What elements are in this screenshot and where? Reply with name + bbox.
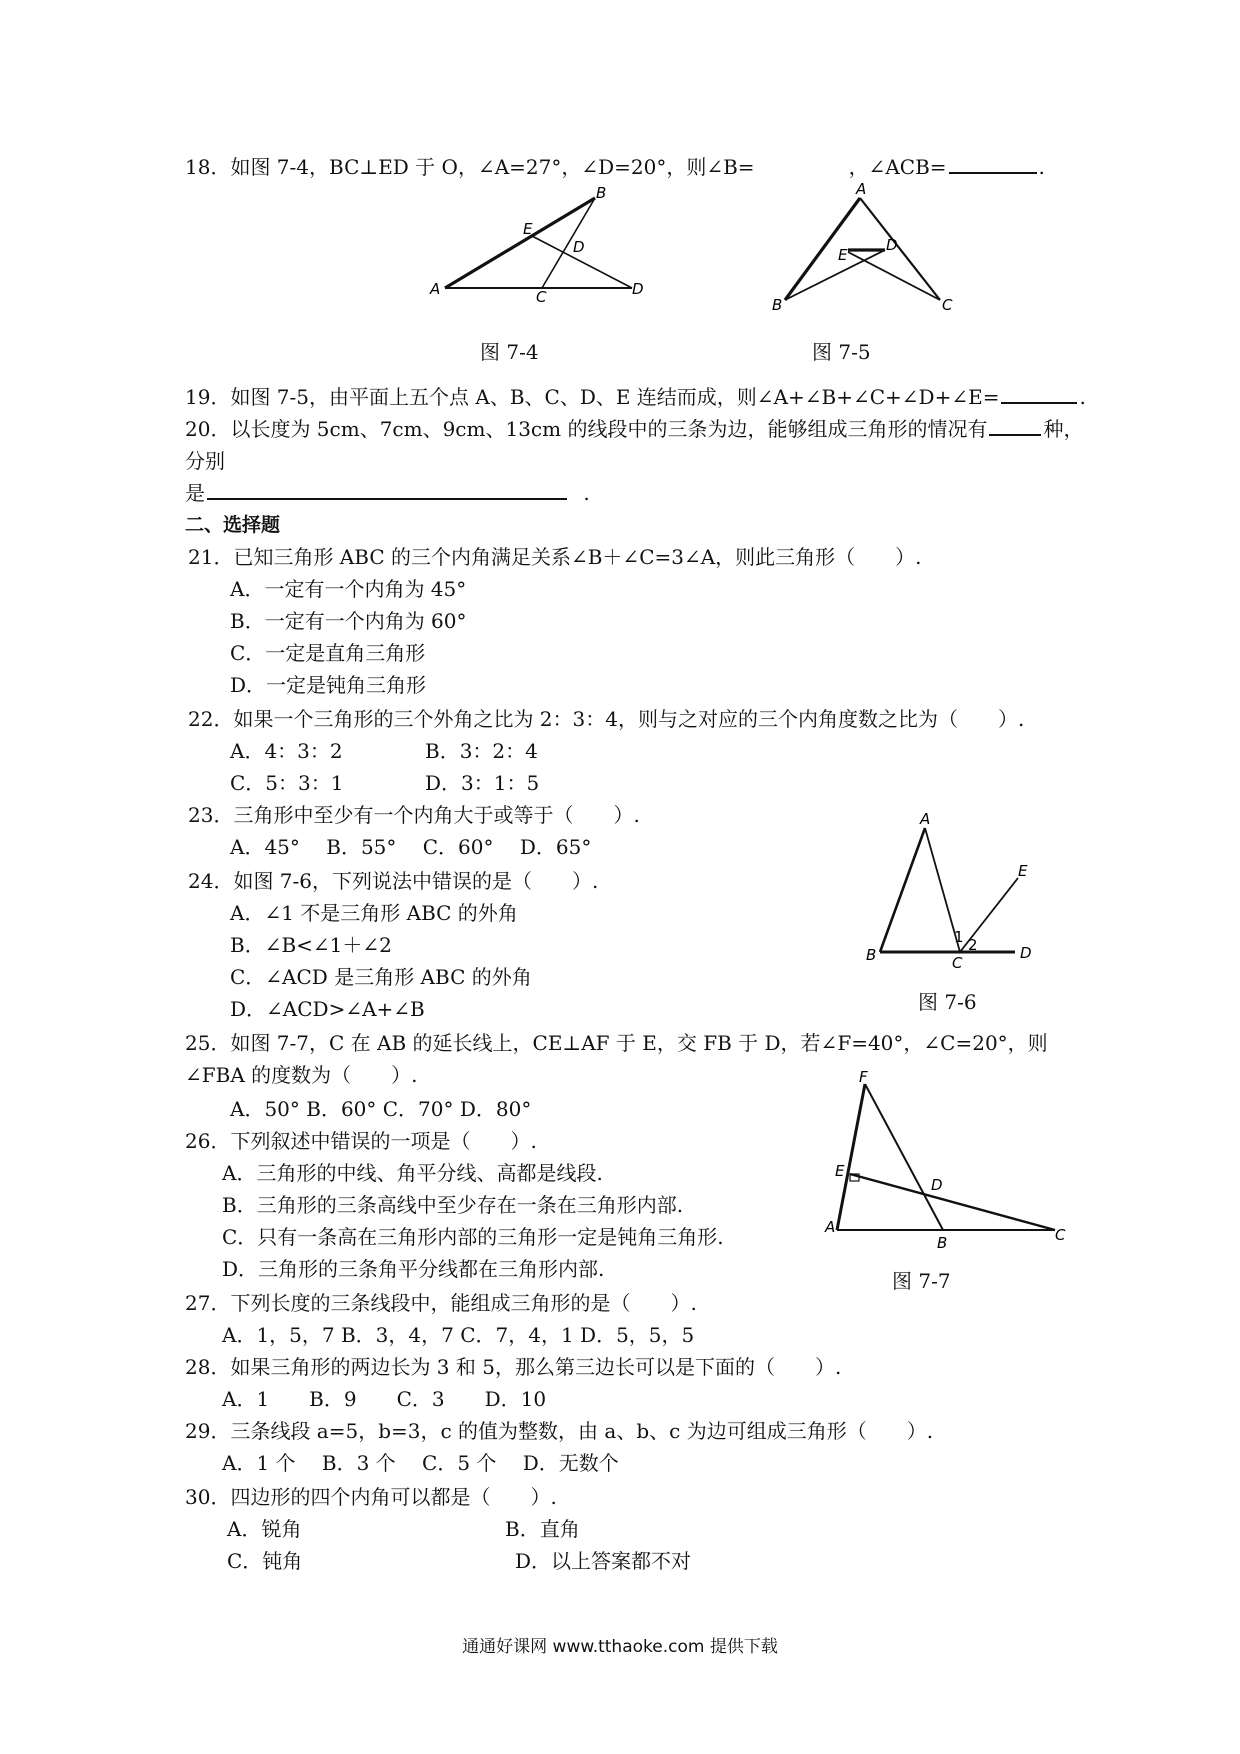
point-label: D (886, 236, 898, 254)
point-label: A (856, 180, 867, 198)
point-label: D (573, 238, 585, 256)
section-heading: 二、选择题 (185, 514, 281, 536)
question-25-line2: ∠FBA 的度数为（ ）. (185, 1063, 418, 1087)
option-a[interactable]: A．∠1 不是三角形 ABC 的外角 (230, 901, 518, 925)
question-18: 18．如图 7-4，BC⊥ED 于 O，∠A=27°，∠D=20°，则∠B= ，∠ACB= . (185, 155, 1045, 179)
figure-7-6 (860, 810, 1040, 970)
question-30: 30．四边形的四个内角可以都是（ ）. (185, 1485, 557, 1509)
figure-caption: 图 7-6 (918, 990, 977, 1014)
point-label: B (866, 946, 877, 964)
figure-7-5 (760, 180, 960, 320)
option-d[interactable]: D．三角形的三条角平分线都在三角形内部. (222, 1257, 605, 1281)
answer-blank[interactable] (207, 480, 567, 500)
question-18-text: 18．如图 7-4，BC⊥ED 于 O，∠A=27°，∠D=20°，则∠B= (185, 155, 755, 179)
question-20-text-b: 种， (1043, 417, 1084, 441)
question-27-options[interactable]: A．1，5，7 B．3，4，7 C．7，4，1 D．5，5，5 (222, 1323, 695, 1347)
option-c[interactable]: C．∠ACD 是三角形 ABC 的外角 (230, 965, 532, 989)
angle-label: 1 (954, 928, 964, 946)
option-d[interactable]: D．以上答案都不对 (515, 1549, 692, 1573)
question-22: 22．如果一个三角形的三个外角之比为 2：3：4，则与之对应的三个内角度数之比为（ ）. (188, 707, 1025, 731)
point-label: E (523, 220, 533, 238)
page-footer: 通通好课网 www.tthaoke.com 提供下载 (462, 1637, 778, 1657)
figure-caption: 图 7-5 (812, 340, 871, 364)
point-label: C (536, 288, 547, 306)
option-b[interactable]: B．∠B<∠1＋∠2 (230, 933, 392, 957)
question-23: 23．三角形中至少有一个内角大于或等于（ ）. (188, 803, 640, 827)
question-25-options[interactable]: A．50° B．60° C．70° D．80° (230, 1097, 532, 1121)
question-28: 28．如果三角形的两边长为 3 和 5，那么第三边长可以是下面的（ ）. (185, 1355, 842, 1379)
point-label: E (835, 1162, 845, 1180)
question-29: 29．三条线段 a=5，b=3，c 的值为整数，由 a、b、c 为边可组成三角形（ ）. (185, 1419, 934, 1443)
point-label: A (825, 1218, 836, 1236)
point-label: B (772, 296, 783, 314)
option-a[interactable]: A．4：3：2 (230, 739, 343, 763)
angle-label: 2 (968, 936, 978, 954)
question-20-line3: 是 . (185, 481, 590, 505)
point-label: B (596, 184, 607, 202)
question-19-text: 19．如图 7-5，由平面上五个点 A、B、C、D、E 连结而成，则∠A+∠B+∠C+∠D+∠E= (185, 385, 1000, 409)
point-label: A (920, 810, 931, 828)
question-20-text-d: 是 (185, 481, 205, 505)
question-26: 26．下列叙述中错误的一项是（ ）. (185, 1129, 537, 1153)
point-label: A (430, 280, 441, 298)
point-label: C (1055, 1226, 1066, 1244)
figure-7-7 (815, 1070, 1075, 1250)
figure-7-4 (420, 184, 660, 306)
question-21: 21．已知三角形 ABC 的三个内角满足关系∠B＋∠C=3∠A，则此三角形（ ）. (188, 545, 922, 569)
question-25: 25．如图 7-7，C 在 AB 的延长线上，CE⊥AF 于 E，交 FB 于 D，若∠F=40°，∠C=20°，则 (185, 1031, 1048, 1055)
option-d[interactable]: D．3：1：5 (425, 771, 540, 795)
option-b[interactable]: B．直角 (505, 1517, 580, 1541)
option-b[interactable]: B．三角形的三条高线中至少存在一条在三角形内部. (222, 1193, 684, 1217)
point-label: E (838, 246, 848, 264)
option-c[interactable]: C．一定是直角三角形 (230, 641, 426, 665)
answer-blank[interactable] (757, 156, 847, 174)
question-19: 19．如图 7-5，由平面上五个点 A、B、C、D、E 连结而成，则∠A+∠B+∠C+∠D+∠E= . (185, 385, 1086, 409)
point-label: C (952, 954, 963, 972)
question-28-options[interactable]: A．1 B．9 C．3 D．10 (222, 1387, 547, 1411)
point-label: D (1020, 944, 1032, 962)
point-label: E (1018, 862, 1028, 880)
option-a[interactable]: A．锐角 (227, 1517, 302, 1541)
question-18-text-b: ，∠ACB= (848, 155, 947, 179)
option-c[interactable]: C．5：3：1 (230, 771, 344, 795)
question-20 (185, 414, 1083, 444)
answer-blank[interactable] (1001, 384, 1077, 404)
answer-blank[interactable] (989, 416, 1041, 436)
point-label: D (931, 1176, 943, 1194)
option-c[interactable]: C．钝角 (227, 1549, 303, 1573)
question-27: 27．下列长度的三条线段中，能组成三角形的是（ ）. (185, 1291, 697, 1315)
question-20-text: 20．以长度为 5cm、7cm、9cm、13cm 的线段中的三条为边，能够组成三角形的情况有 (185, 417, 988, 441)
answer-blank[interactable] (949, 154, 1037, 174)
point-label: B (937, 1234, 948, 1252)
point-label: D (632, 280, 644, 298)
option-b[interactable]: B．3：2：4 (425, 739, 538, 763)
option-a[interactable]: A．三角形的中线、角平分线、高都是线段. (222, 1161, 603, 1185)
question-20-line2: 分别 (185, 449, 225, 473)
question-29-options[interactable]: A．1 个 B．3 个 C．5 个 D．无数个 (222, 1451, 619, 1475)
question-23-options[interactable]: A．45° B．55° C．60° D．65° (230, 835, 592, 859)
option-a[interactable]: A．一定有一个内角为 45° (230, 577, 467, 601)
figure-caption: 图 7-4 (480, 340, 539, 364)
option-d[interactable]: D．∠ACD>∠A+∠B (230, 997, 425, 1021)
question-24: 24．如图 7-6，下列说法中错误的是（ ）. (188, 869, 599, 893)
point-label: F (859, 1068, 868, 1086)
figure-caption: 图 7-7 (892, 1269, 951, 1293)
option-b[interactable]: B．一定有一个内角为 60° (230, 609, 467, 633)
point-label: C (942, 296, 953, 314)
option-c[interactable]: C．只有一条高在三角形内部的三角形一定是钝角三角形. (222, 1225, 724, 1249)
option-d[interactable]: D．一定是钝角三角形 (230, 673, 427, 697)
